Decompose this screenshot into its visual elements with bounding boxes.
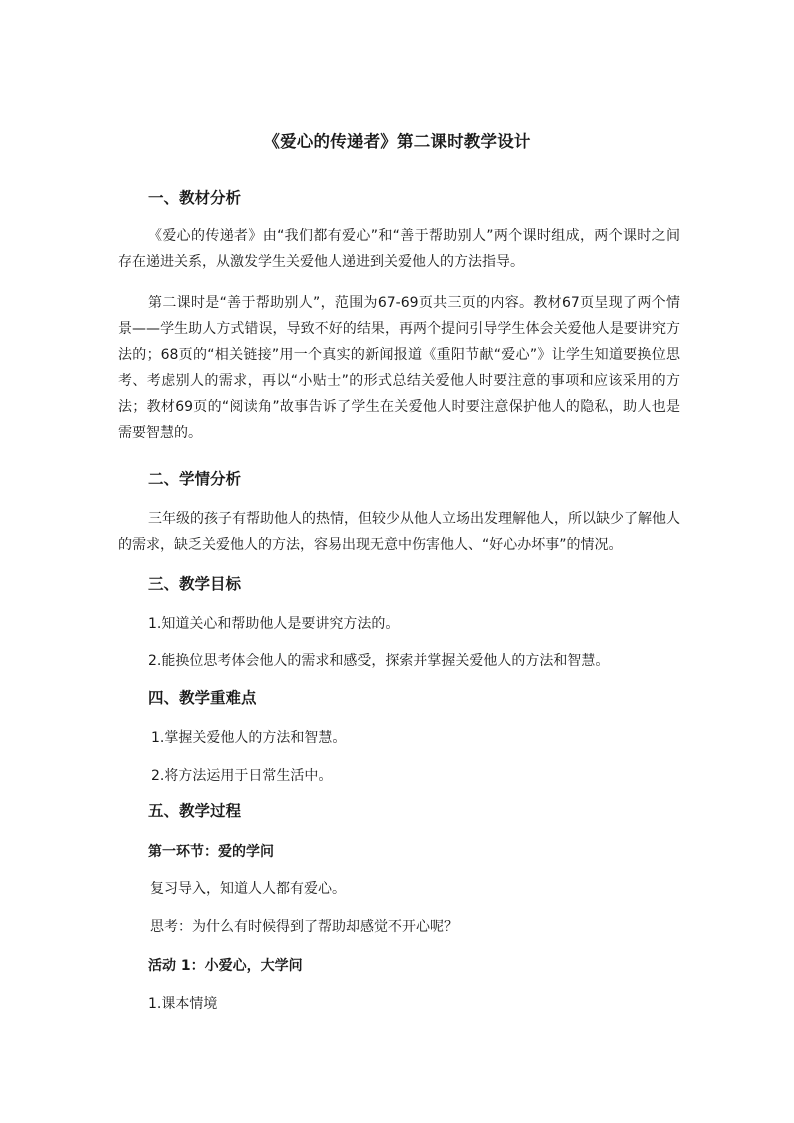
document-title: 《爱心的传递者》第二课时教学设计 <box>263 132 531 151</box>
section-heading-teaching-process: 五、教学过程 <box>148 802 242 820</box>
key-point-item-2: 2.将方法运用于日常生活中。 <box>151 768 333 784</box>
step-1-line-review: 复习导入，知道人人都有爱心。 <box>150 881 346 897</box>
section-heading-teaching-objectives: 三、教学目标 <box>148 575 242 593</box>
section-heading-textbook-analysis: 一、教材分析 <box>148 189 242 207</box>
paragraph-second-lesson-content: 第二课时是“善于帮助别人”，范围为67-69页共三页的内容。教材67页呈现了两个情景——学生助人方式错误，导致不好的结果，再两个提问引导学生体会关爱他人是要讲究方法的；68页的“相关链接”用一个真实的新闻报道《重阳节献“爱心”》让学生知道要换位思考、考虑别人的需求，再以“小贴士”的形式总结关爱他人时要注意的事项和应该采用的方法；教材69页的“阅读角”故事告诉了学生在关爱他人时要注意保护他人的隐私，助人也是需要智慧的。 <box>118 295 680 441</box>
paragraph-student-analysis: 三年级的孩子有帮助他人的热情，但较少从他人立场出发理解他人，所以缺少了解他人的需求，缺乏关爱他人的方法，容易出现无意中伤害他人、“好心办坏事”的情况。 <box>118 511 680 553</box>
objective-item-2: 2.能换位思考体会他人的需求和感受，探索并掌握关爱他人的方法和智慧。 <box>148 653 610 669</box>
section-heading-student-analysis: 二、学情分析 <box>148 470 242 488</box>
objective-item-1: 1.知道关心和帮助他人是要讲究方法的。 <box>148 616 400 632</box>
step-1-line-question: 思考：为什么有时候得到了帮助却感觉不开心呢？ <box>150 919 458 935</box>
paragraph-textbook-overview: 《爱心的传递者》由“我们都有爱心”和“善于帮助别人”两个课时组成，两个课时之间存在递进关系，从激发学生关爱他人递进到关爱他人的方法指导。 <box>118 228 680 270</box>
key-point-item-1: 1.掌握关爱他人的方法和智慧。 <box>151 730 347 746</box>
section-heading-key-difficulties: 四、教学重难点 <box>148 689 257 707</box>
activity-1-title: 活动 1：小爱心，大学问 <box>148 958 303 974</box>
activity-1-item-1: 1.课本情境 <box>148 996 218 1012</box>
step-1-title: 第一环节：爱的学问 <box>148 844 274 860</box>
